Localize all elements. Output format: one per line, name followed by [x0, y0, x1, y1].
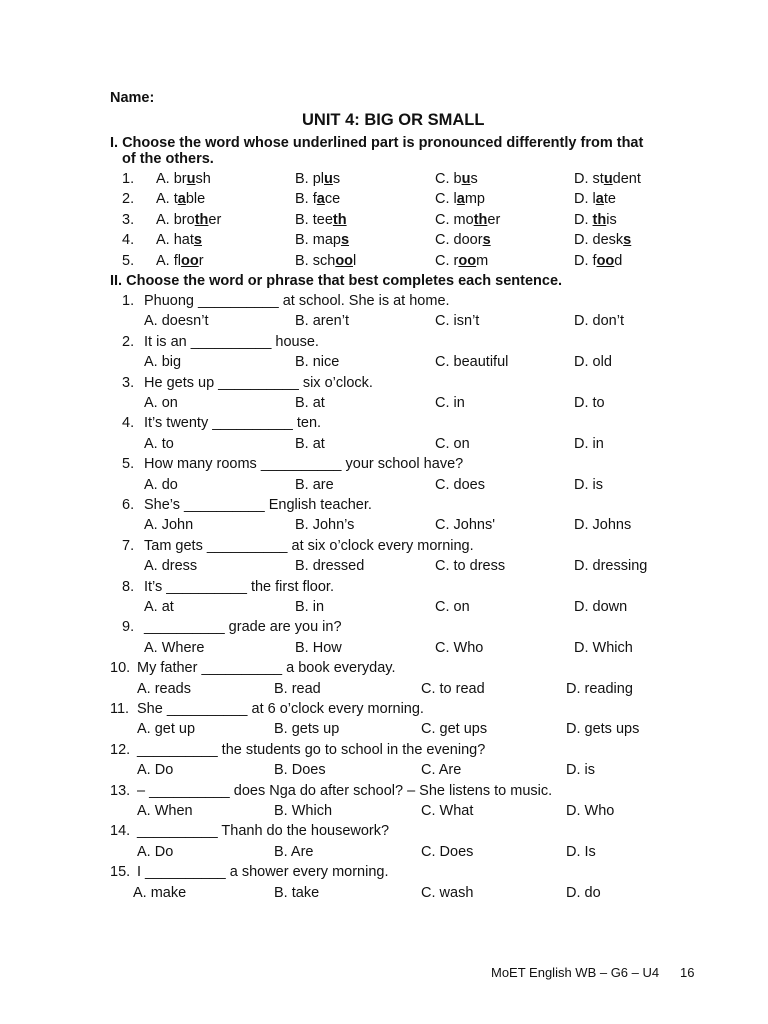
word-part: m	[476, 252, 489, 269]
question-number: 15.	[110, 864, 131, 881]
underlined-part: th	[473, 211, 488, 228]
answer-option: B. in	[295, 599, 325, 615]
word-part: br	[173, 171, 187, 187]
option-letter: C.	[435, 232, 450, 249]
section2-heading: II. Choose the word or phrase that best completes each sentence.	[110, 273, 563, 289]
question-text: Phuong __________ at school. She is at home.	[144, 293, 450, 309]
question-number: 12.	[110, 741, 131, 758]
answer-option: A. doesn’t	[144, 313, 209, 330]
underlined-part: a	[316, 191, 325, 208]
answer-option: D. in	[574, 435, 604, 452]
answer-option: A. reads	[137, 680, 191, 697]
option-letter: D.	[574, 211, 589, 228]
answer-option	[574, 189, 616, 209]
question-number: 3.	[122, 374, 135, 391]
word-part: st	[592, 171, 604, 187]
page-title: UNIT 4: BIG OR SMALL	[302, 111, 485, 129]
underlined-part: th	[332, 211, 347, 228]
word-part: r	[198, 252, 204, 269]
question-text: – __________ does Nga do after school? – She listens to music.	[137, 782, 553, 799]
question-text: She’s __________ English teacher.	[144, 497, 372, 513]
answer-option: D. Who	[566, 803, 615, 819]
answer-option: A. Where	[144, 639, 205, 656]
answer-option: B. dressed	[295, 558, 365, 575]
answer-option: B. read	[274, 680, 321, 697]
underlined-part: oo	[335, 252, 354, 269]
word-part: fl	[173, 252, 181, 269]
answer-option: D. down	[574, 599, 628, 615]
word-part: l	[453, 191, 457, 208]
question-number: 2.	[122, 333, 135, 350]
answer-option: D. reading	[566, 680, 633, 697]
answer-option: C. Johns'	[435, 517, 495, 534]
option-letter: D.	[574, 171, 589, 187]
word-part: mo	[453, 211, 474, 228]
question-text: __________ grade are you in?	[144, 619, 342, 636]
word-part: l	[353, 252, 357, 269]
answer-option	[295, 169, 340, 189]
answer-option	[435, 230, 491, 250]
word-part: bro	[173, 211, 195, 228]
question-number: 4.	[122, 232, 135, 249]
question-number: 7.	[122, 537, 135, 554]
answer-option: A. When	[137, 803, 193, 819]
question-number: 14.	[110, 823, 131, 840]
section1-heading-cont: of the others.	[122, 151, 214, 167]
answer-option: B. at	[295, 395, 325, 411]
option-letter: B.	[295, 211, 309, 228]
question-text: It’s twenty __________ ten.	[144, 415, 322, 432]
question-number: 6.	[122, 497, 135, 513]
answer-option	[435, 210, 500, 230]
word-part: sh	[195, 171, 211, 187]
underlined-part: u	[603, 171, 613, 187]
answer-option: A. at	[144, 599, 174, 615]
option-letter: A.	[156, 171, 170, 187]
question-number: 8.	[122, 578, 135, 595]
option-letter: B.	[295, 252, 309, 269]
answer-option: C. get ups	[421, 721, 488, 738]
answer-option: C. to dress	[435, 558, 506, 575]
answer-option: A. John	[144, 517, 194, 534]
answer-option: D. don’t	[574, 313, 624, 330]
question-text: It’s __________ the first floor.	[144, 578, 334, 595]
word-part: tee	[312, 211, 333, 228]
answer-option: A. do	[144, 476, 178, 493]
answer-option	[574, 230, 631, 250]
answer-option	[574, 210, 617, 230]
option-letter: B.	[295, 191, 309, 208]
word-part: d	[614, 252, 623, 269]
name-label: Name:	[110, 90, 155, 106]
answer-option	[435, 189, 485, 209]
word-part: b	[453, 171, 462, 187]
answer-option: C. on	[435, 435, 470, 452]
underlined-part: a	[456, 191, 465, 208]
answer-option: D. is	[566, 762, 595, 779]
answer-option: A. dress	[144, 558, 198, 575]
option-letter: D.	[574, 191, 589, 208]
option-letter: C.	[435, 252, 450, 269]
answer-option: B. Which	[274, 803, 333, 819]
option-letter: B.	[295, 171, 309, 187]
answer-option: B. at	[295, 435, 325, 452]
answer-option	[156, 230, 202, 250]
answer-option: D. Johns	[574, 517, 632, 534]
word-part: dent	[612, 171, 641, 187]
answer-option	[574, 251, 622, 271]
word-part: is	[606, 211, 617, 228]
answer-option: D. do	[566, 884, 601, 901]
answer-option	[156, 189, 205, 209]
question-number: 1.	[122, 293, 135, 309]
underlined-part: a	[595, 191, 604, 208]
answer-option: B. take	[274, 884, 320, 901]
underlined-part: u	[324, 171, 333, 187]
question-text: How many rooms __________ your school have?	[144, 456, 464, 473]
underlined-part: u	[461, 171, 471, 187]
answer-option: B. aren’t	[295, 313, 349, 330]
question-number: 5.	[122, 456, 135, 473]
footer-source: MoET English WB – G6 – U4	[491, 965, 660, 980]
answer-option: C. What	[421, 803, 474, 819]
question-text: It is an __________ house.	[144, 333, 319, 350]
option-letter: C.	[435, 211, 450, 228]
underlined-part: u	[186, 171, 196, 187]
answer-option	[435, 251, 488, 271]
question-number: 2.	[122, 191, 135, 208]
word-part: te	[603, 191, 616, 208]
word-part: pl	[312, 171, 325, 187]
answer-option	[156, 169, 211, 189]
question-text: He gets up __________ six o’clock.	[144, 374, 373, 391]
word-part: mp	[464, 191, 485, 208]
answer-option: D. dressing	[574, 558, 648, 575]
word-part: map	[312, 232, 341, 249]
answer-option: C. to read	[421, 680, 485, 697]
word-part: er	[487, 211, 501, 228]
word-part: door	[453, 232, 483, 249]
word-part: r	[453, 252, 459, 269]
answer-option: C. Are	[421, 762, 462, 779]
word-part: l	[592, 191, 596, 208]
answer-option: C. Who	[435, 639, 484, 656]
word-part: ble	[185, 191, 206, 208]
question-number: 1.	[122, 171, 135, 187]
word-part: s	[470, 171, 478, 187]
answer-option	[295, 230, 349, 250]
option-letter: D.	[574, 232, 589, 249]
underlined-part: th	[194, 211, 209, 228]
answer-option: D. is	[574, 476, 603, 493]
answer-option: C. beautiful	[435, 354, 509, 371]
underlined-part: a	[177, 191, 186, 208]
answer-option: A. make	[133, 884, 187, 901]
answer-option: C. isn’t	[435, 313, 480, 330]
answer-option: C. in	[435, 395, 465, 411]
underlined-part: oo	[596, 252, 615, 269]
answer-option: B. are	[295, 476, 334, 493]
answer-option: A. big	[144, 354, 182, 371]
question-number: 13.	[110, 782, 131, 799]
question-number: 11.	[110, 701, 130, 717]
answer-option	[574, 169, 641, 189]
word-part: f	[312, 191, 317, 208]
underlined-part: oo	[180, 252, 199, 269]
answer-option: A. on	[144, 395, 178, 411]
answer-option: B. John’s	[295, 517, 355, 534]
answer-option	[295, 189, 340, 209]
answer-option	[156, 251, 204, 271]
answer-option: A. Do	[137, 843, 174, 860]
answer-option	[295, 210, 347, 230]
answer-option: C. Does	[421, 843, 474, 860]
question-number: 4.	[122, 415, 135, 432]
question-number: 3.	[122, 211, 135, 228]
answer-option: D. Which	[574, 639, 633, 656]
answer-option: B. gets up	[274, 721, 340, 738]
question-text: __________ Thanh do the housework?	[137, 823, 390, 840]
page-number: 16	[680, 965, 695, 980]
underlined-part: s	[340, 232, 350, 249]
option-letter: A.	[156, 211, 170, 228]
answer-option: D. Is	[566, 843, 596, 860]
answer-option: B. Are	[274, 843, 314, 860]
question-text: __________ the students go to school in the evening?	[137, 741, 486, 758]
answer-option: B. nice	[295, 354, 340, 371]
question-text: My father __________ a book everyday.	[137, 660, 396, 677]
answer-option: C. does	[435, 476, 485, 493]
option-letter: C.	[435, 191, 450, 208]
underlined-part: th	[592, 211, 607, 228]
underlined-part: s	[623, 232, 632, 249]
question-text: Tam gets __________ at six o’clock every morning.	[144, 537, 474, 554]
answer-option	[435, 169, 478, 189]
word-part: er	[208, 211, 222, 228]
question-number: 9.	[122, 619, 135, 636]
answer-option: B. How	[295, 639, 342, 656]
word-part: desk	[592, 232, 624, 249]
answer-option: A. Do	[137, 762, 174, 779]
word-part: ce	[324, 191, 341, 208]
option-letter: A.	[156, 252, 170, 269]
answer-option: A. get up	[137, 721, 196, 738]
answer-option: C. on	[435, 599, 470, 615]
answer-option: D. to	[574, 395, 605, 411]
question-number: 10.	[110, 660, 131, 677]
option-letter: A.	[156, 191, 170, 208]
word-part: f	[592, 252, 597, 269]
question-text: I __________ a shower every morning.	[137, 864, 389, 881]
answer-option: B. Does	[274, 762, 326, 779]
section1-heading: I. Choose the word whose underlined part is pronounced differently from that	[110, 135, 644, 151]
underlined-part: s	[482, 232, 491, 249]
underlined-part: s	[193, 232, 202, 249]
option-letter: C.	[435, 171, 450, 187]
word-part: s	[332, 171, 341, 187]
question-text: She __________ at 6 o’clock every morning.	[137, 701, 424, 717]
answer-option	[156, 210, 221, 230]
underlined-part: oo	[458, 252, 477, 269]
answer-option: D. old	[574, 354, 612, 371]
option-letter: D.	[574, 252, 589, 269]
word-part: hat	[173, 232, 194, 249]
option-letter: A.	[156, 232, 170, 249]
word-part: sch	[312, 252, 336, 269]
question-number: 5.	[122, 252, 135, 269]
answer-option: A. to	[144, 435, 174, 452]
option-letter: B.	[295, 232, 309, 249]
word-part: t	[173, 191, 178, 208]
answer-option: C. wash	[421, 884, 474, 901]
answer-option: D. gets ups	[566, 721, 640, 738]
answer-option	[295, 251, 356, 271]
